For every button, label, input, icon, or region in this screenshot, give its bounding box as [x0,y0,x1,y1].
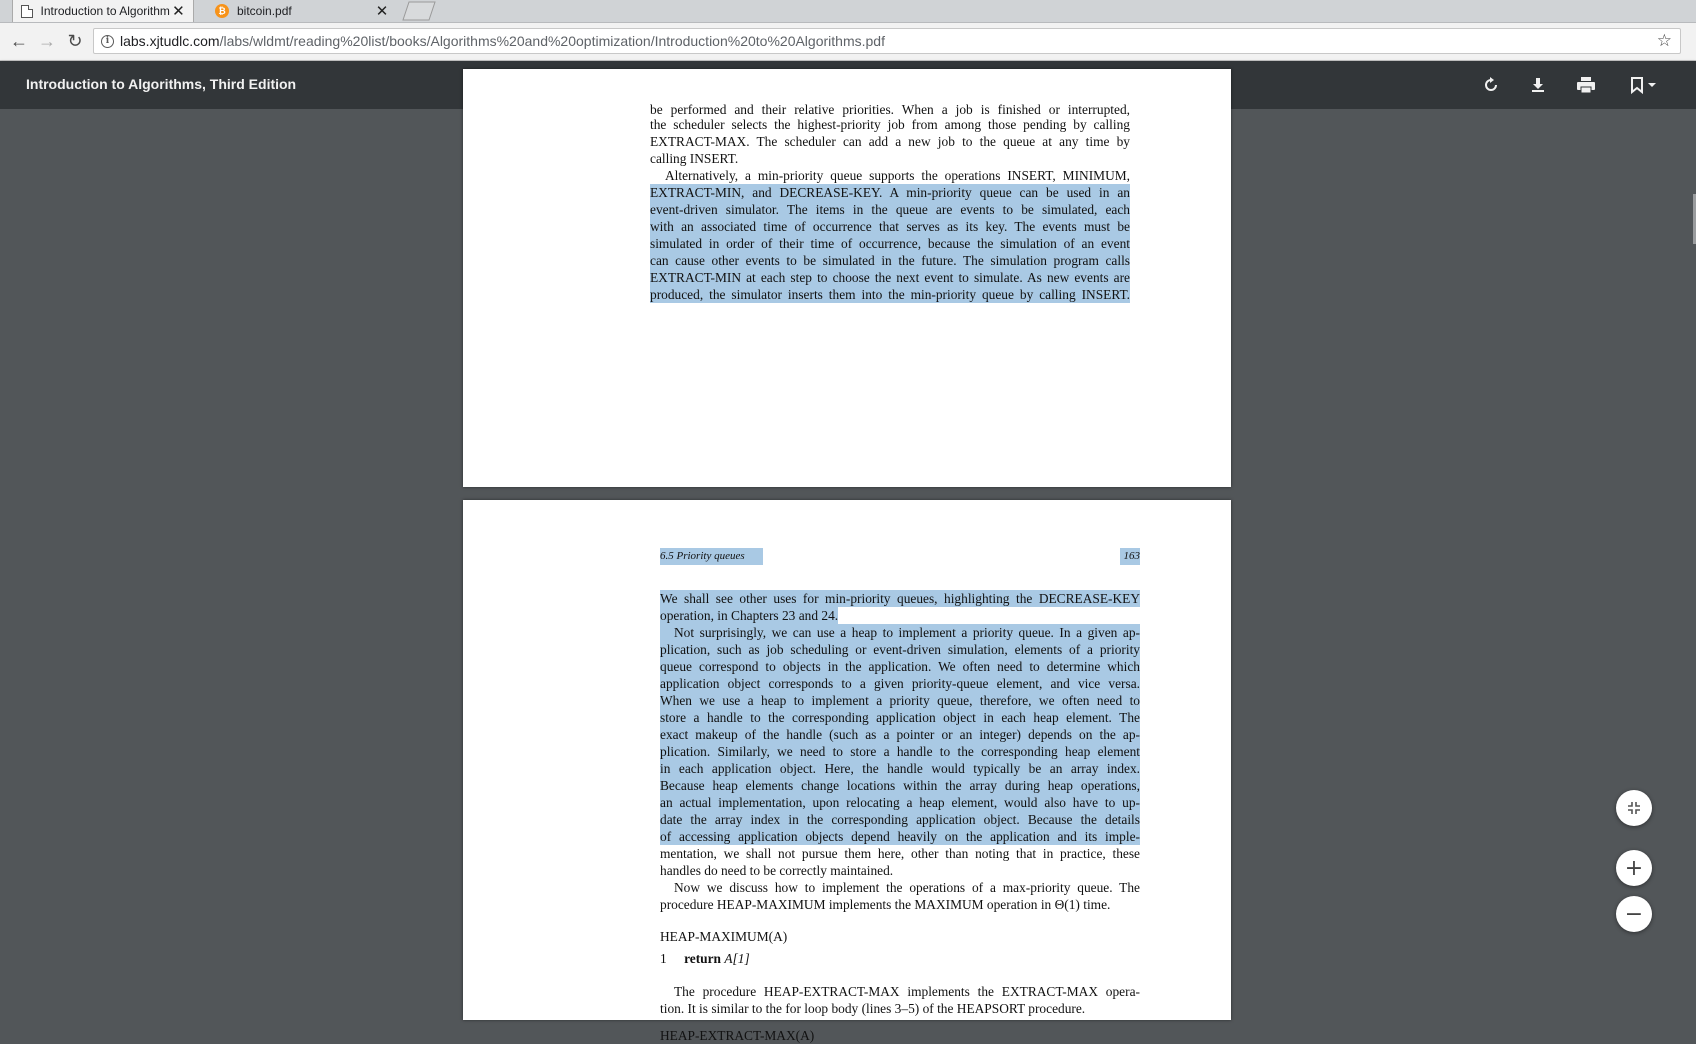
pdf-page [463,69,1231,487]
text-line: EXTRACT-MAX. The scheduler can add a new job to the queue at any time by [650,134,1130,149]
fit-page-button[interactable] [1616,790,1652,826]
text-line: The procedure HEAP-EXTRACT-MAX implements the EXTRACT-MAX opera- [674,984,1140,999]
page-number: 163 [1120,548,1140,565]
rotate-icon[interactable] [1478,73,1504,97]
text-line: exact makeup of the handle (such as a pointer or an integer) depends on the ap- [660,727,1140,742]
back-icon[interactable]: ← [10,30,28,51]
download-icon[interactable] [1525,73,1551,97]
text-line: mentation, we shall not pursue them here, other than noting that in practice, these [660,846,1140,861]
reload-icon[interactable]: ↻ [67,30,83,51]
text-line: the scheduler selects the highest-priority job from among those pending by calling [650,117,1130,132]
pdf-page [463,500,1231,1043]
text-line: application object corresponds to a given priority-queue element, and vice versa. [660,676,1140,691]
text-line: We shall see other uses for min-priority queues, highlighting the DECREASE-KEY [660,591,1140,606]
code: A[1] [724,951,750,966]
document-icon [21,5,33,18]
text-line: event-driven simulator. The items in the queue are events to be simulated, each [650,202,1130,217]
browser-toolbar [0,23,1696,61]
bitcoin-icon: ₿ [215,4,229,18]
close-tab-icon[interactable]: ✕ [375,3,389,20]
text-line: EXTRACT-MIN at each step to choose the next event to simulate. As new events are [650,270,1130,285]
procedure-line [660,950,750,967]
bookmark-menu-icon[interactable] [1626,73,1662,97]
url-host: labs.xjtudlc.com [120,33,220,49]
text-line: handles do need to be correctly maintained. [660,863,894,878]
zoom-out-button[interactable]: − [1616,896,1652,932]
text-line: in each application object. Here, the handle would typically be an array index. [660,761,1140,776]
text-line: can cause other events to be simulated in the future. The simulation program calls [650,253,1130,268]
zoom-in-button[interactable]: + [1616,850,1652,886]
running-head: 6.5 Priority queues [660,548,763,565]
text-line: When we use a heap to implement a priority queue, therefore, we often need to [660,693,1140,708]
bookmark-star-icon[interactable]: ☆ [1656,31,1672,50]
line-number: 1 [660,951,667,966]
text-line: an actual implementation, upon relocating a heap element, would also have to up- [660,795,1140,810]
text-line: calling INSERT. [650,151,739,166]
forward-icon[interactable]: → [38,30,56,51]
document-title: Introduction to Algorithms, Third Edition [26,76,297,92]
text-line: tion. It is similar to the for loop body (lines 3–5) of the HEAPSORT procedure. [660,1001,1086,1016]
text-line: operation, in Chapters 23 and 24. [660,608,839,623]
text-line: Alternatively, a min-priority queue supports the operations INSERT, MINIMUM, [665,168,1130,183]
text-line: plication. Similarly, we need to store a handle to the corresponding heap element [660,744,1140,759]
tab-label: bitcoin.pdf [237,4,292,18]
tab-label: Introduction to Algorithm [40,4,170,18]
text-line: produced, the simulator inserts them into the min-priority queue by calling INSERT. [650,287,1130,302]
url-path: /labs/wldmt/reading%20list/books/Algorithms%20and%20optimization/Introduction%20to%20Algorithms.pdf [219,33,885,49]
new-tab-button[interactable] [402,1,436,21]
text-line: queue correspond to objects in the application. We often need to determine which [660,659,1140,674]
tab-bitcoin-pdf[interactable] [207,0,397,22]
pdf-viewer[interactable] [0,102,1696,1043]
keyword: return [684,951,722,966]
tab-strip [0,0,1696,23]
text-line: plication, such as job scheduling or event-driven simulation, elements of a priority [660,642,1140,657]
text-line: Now we discuss how to implement the operations of a max-priority queue. The [674,880,1140,895]
tab-introduction-to-algorithms[interactable] [12,0,194,22]
text-line: simulated in order of their time of occurrence, because the simulation of an event [650,236,1130,251]
address-bar[interactable] [93,28,1681,54]
text-line: Not surprisingly, we can use a heap to implement a priority queue. In a given ap- [660,624,1140,641]
text-line: be performed and their relative priorities. When a job is finished or interrupted, [650,102,1130,117]
text-line: EXTRACT-MIN, and DECREASE-KEY. A min-priority queue can be used in an [650,185,1130,200]
text-line: Because heap elements change locations within the array during heap operations, [660,778,1140,793]
text-line: of accessing application objects depend heavily on the application and its imple- [660,829,1140,844]
procedure-name: HEAP-MAXIMUM(A) [660,929,788,944]
info-icon[interactable]: i [101,35,114,48]
text-line: date the array index in the corresponding application object. Because the details [660,812,1140,827]
text-line: with an associated time of occurrence that serves as its key. The events must be [650,219,1130,234]
text-line: store a handle to the corresponding application object in each heap element. The [660,710,1140,725]
print-icon[interactable] [1573,73,1599,97]
procedure-name-partial: HEAP-EXTRACT-MAX(A) [660,1028,815,1043]
url-text[interactable] [120,33,1657,49]
close-tab-icon[interactable]: ✕ [172,3,185,20]
text-line: procedure HEAP-MAXIMUM implements the MAXIMUM operation in Θ(1) time. [660,897,1111,912]
